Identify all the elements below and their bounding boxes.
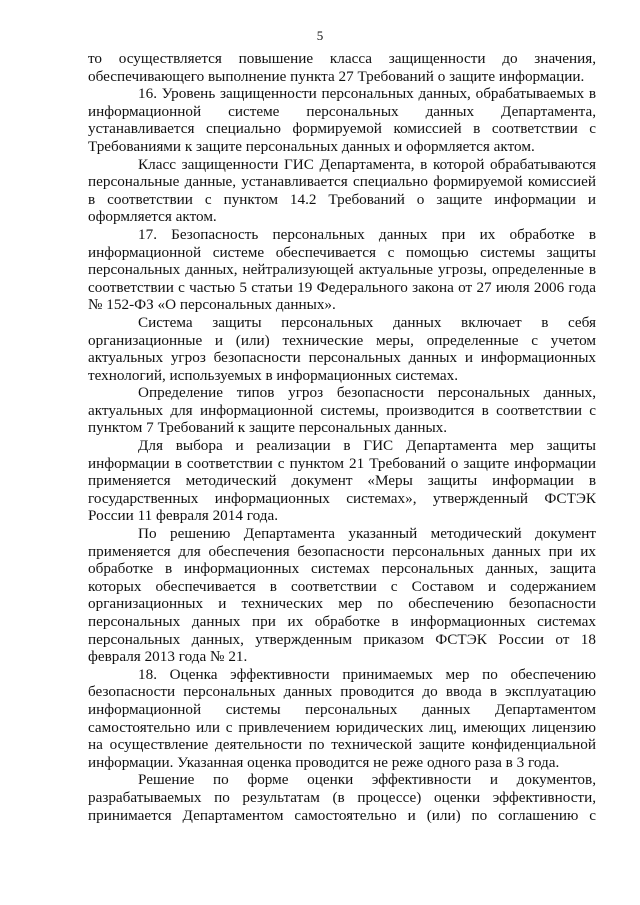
text-line: то осуществляется повышение класса защищенности до значения, <box>88 50 596 67</box>
paragraph <box>88 771 596 824</box>
paragraph <box>88 666 596 772</box>
text-line: на осуществление деятельности по технической защите конфиденциальной <box>88 736 596 754</box>
text-line: персональных данных, утвержденным приказом ФСТЭК России от 18 <box>88 630 596 648</box>
text-line: информации в соответствии с пунктом 21 Требований о защите информации <box>88 454 596 472</box>
text-line: 16. Уровень защищенности персональных данных, обрабатываемых в <box>138 85 596 103</box>
text-line: Для выбора и реализации в ГИС Департамента мер защиты <box>138 437 596 455</box>
text-line: Класс защищенности ГИС Департамента, в которой обрабатываются <box>138 155 596 173</box>
text-line: России 11 февраля 2014 года. <box>88 507 279 525</box>
text-line: организационные и (или) технические меры, определенные с учетом <box>88 331 596 349</box>
text-line: в соответствии с пунктом 14.2 Требований о защите информации и <box>88 190 596 208</box>
text-line: 18. Оценка эффективности принимаемых мер по обеспечению <box>138 665 596 683</box>
text-line: По решению Департамента указанный методический документ <box>138 525 596 543</box>
text-line: технологий, используемых в информационных системах. <box>88 366 459 384</box>
text-line: которых обеспечивается в соответствии с Составом и содержанием <box>88 577 596 595</box>
text-line: 17. Безопасность персональных данных при их обработке в <box>138 225 596 243</box>
paragraph <box>88 384 596 437</box>
text-line: применяется методический документ «Меры защиты информации в <box>88 472 596 490</box>
document-body <box>88 50 596 824</box>
text-line: организационных и технических мер по обеспечению безопасности <box>88 595 596 613</box>
text-line: Решение по форме оценки эффективности и документов, <box>138 771 596 789</box>
paragraph <box>88 156 596 226</box>
text-line: актуальных для информационной системы, производится в соответствии с <box>88 401 596 419</box>
text-line: соответствии с частью 5 статьи 19 Федерального закона от 27 июля 2006 года <box>88 278 596 296</box>
text-line: № 152-ФЗ «О персональных данных». <box>88 296 336 314</box>
text-line: обеспечивающего выполнение пункта 27 Требований о защите информации. <box>88 67 585 85</box>
paragraph <box>88 314 596 384</box>
paragraph <box>88 85 596 155</box>
text-line: персональных данных при их обработке в информационных системах <box>88 613 596 630</box>
text-line: персональных данных, нейтрализующей актуальные угрозы, определенные в <box>88 261 596 279</box>
paragraph <box>88 226 596 314</box>
text-line: устанавливается специально формируемой комиссией в соответствии с <box>88 120 596 138</box>
text-line: февраля 2013 года № 21. <box>88 648 248 666</box>
paragraph <box>88 437 596 525</box>
text-line: персональные данные, устанавливается специально формируемой комиссией <box>88 173 596 191</box>
text-line: оформляется актом. <box>88 208 217 226</box>
text-line: безопасности персональных данных проводится до ввода в эксплуатацию <box>88 683 596 701</box>
text-line: применяется для обеспечения безопасности персональных данных при их <box>88 542 596 560</box>
text-line: обработке в информационных системах персональных данных, защита <box>88 560 596 578</box>
text-line: государственных информационных системах», утвержденный ФСТЭК <box>88 489 596 507</box>
text-line: Требованиями к защите персональных данных и оформляется актом. <box>88 137 535 155</box>
text-line: Система защиты персональных данных включает в себя <box>138 313 596 331</box>
text-line: информационной системы персональных данных Департаментом <box>88 700 596 718</box>
text-line: информации. Указанная оценка проводится не реже одного раза в 3 года. <box>88 753 560 771</box>
text-line: принимается Департаментом самостоятельно и (или) по соглашению с <box>88 806 596 824</box>
paragraph <box>88 50 596 85</box>
paragraph <box>88 525 596 666</box>
text-line: Определение типов угроз безопасности персональных данных, <box>138 384 596 402</box>
text-line: пунктом 7 Требований к защите персональных данных. <box>88 419 448 437</box>
text-line: самостоятельно или с привлечением юридических лиц, имеющих лицензию <box>88 718 596 736</box>
text-line: разрабатываемых по результатам (в процессе) оценки эффективности, <box>88 788 596 806</box>
text-line: информационной системе персональных данных Департамента, <box>88 102 596 120</box>
text-line: информационной системе обеспечивается с помощью системы защиты <box>88 243 596 261</box>
text-line: актуальных угроз безопасности персональных данных и информационных <box>88 349 596 367</box>
page-number: 5 <box>316 28 324 43</box>
